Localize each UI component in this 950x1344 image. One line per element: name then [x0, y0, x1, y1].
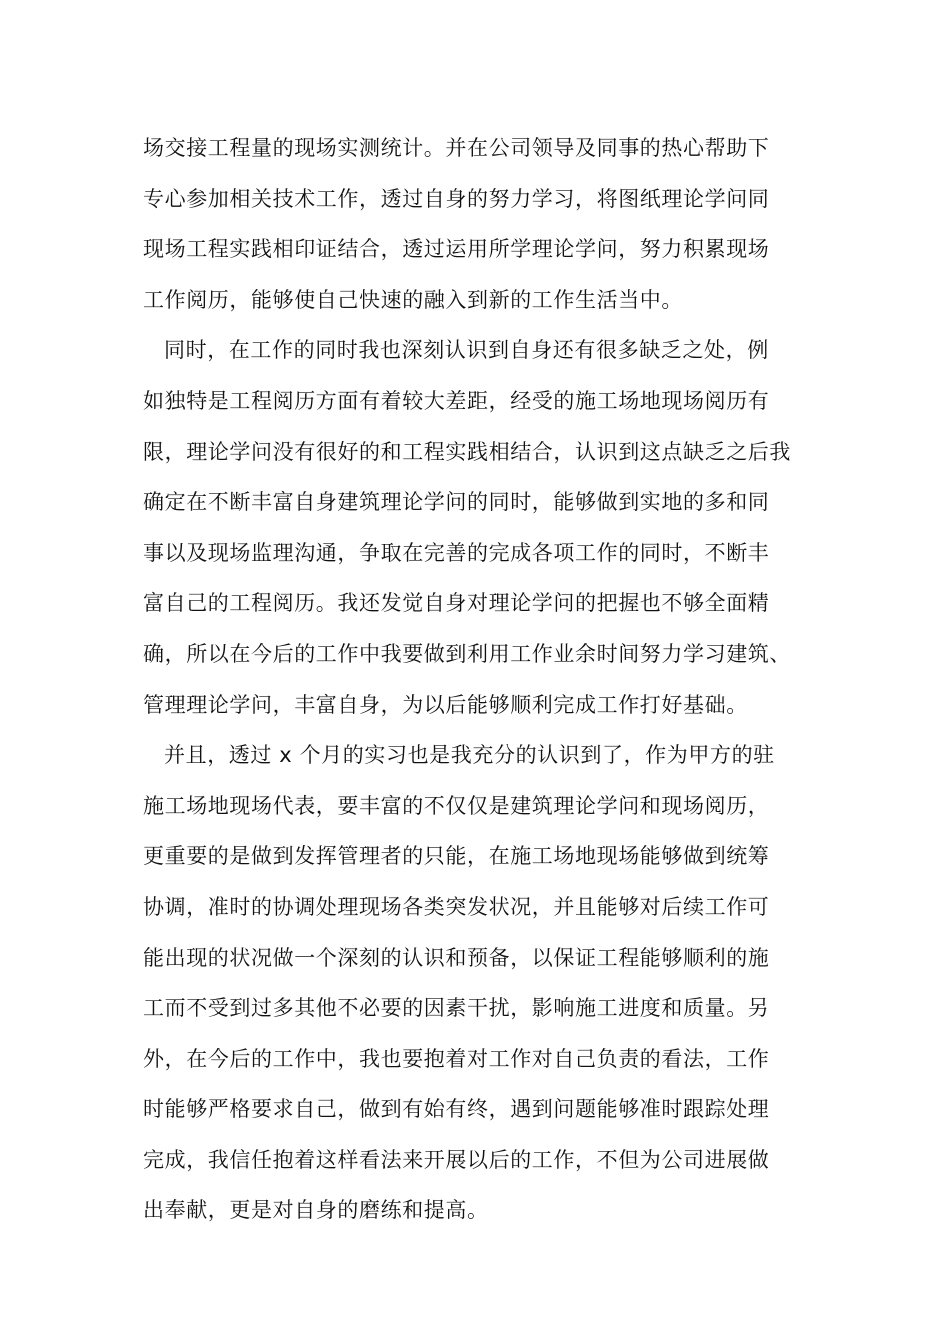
text-line: 事以及现场监理沟通，争取在完善的完成各项工作的同时，不断丰: [143, 540, 770, 565]
text-line: 现场工程实践相印证结合，透过运用所学理论学问，努力积累现场: [143, 237, 770, 262]
text-line: 如独特是工程阅历方面有着较大差距，经受的施工场地现场阅历有: [143, 388, 770, 413]
text-line: 出奉献，更是对自身的磨练和提高。: [143, 1198, 489, 1223]
body-text: [143, 123, 843, 1236]
text-line: 同时，在工作的同时我也深刻认识到自身还有很多缺乏之处，例: [164, 338, 769, 363]
text-line: 能出现的状况做一个深刻的认识和预备，以保证工程能够顺利的施: [143, 945, 770, 970]
text-line: 专心参加相关技术工作，透过自身的努力学习，将图纸理论学问同: [143, 186, 770, 211]
text-line: 完成，我信任抱着这样看法来开展以后的工作，不但为公司进展做: [143, 1147, 770, 1172]
text-line: 外，在今后的工作中，我也要抱着对工作对自己负责的看法，工作: [143, 1046, 770, 1071]
text-line: 工而不受到过多其他不必要的因素干扰，影响施工进度和质量。另: [143, 996, 770, 1021]
text-line: 确，所以在今后的工作中我要做到利用工作业余时间努力学习建筑、: [143, 641, 791, 666]
text-line: 并且，透过 x 个月的实习也是我充分的认识到了，作为甲方的驻: [164, 743, 775, 768]
text-line: 场交接工程量的现场实测统计。并在公司领导及同事的热心帮助下: [143, 136, 770, 160]
text-line: 富自己的工程阅历。我还发觉自身对理论学问的把握也不够全面精: [143, 591, 770, 616]
text-line: 施工场地现场代表，要丰富的不仅仅是建筑理论学问和现场阅历，: [143, 793, 770, 818]
text-line: 工作阅历，能够使自己快速的融入到新的工作生活当中。: [143, 287, 683, 312]
text-line: 管理理论学问，丰富自身，为以后能够顺利完成工作打好基础。: [143, 692, 748, 717]
text-line: 协调，准时的协调处理现场各类突发状况，并且能够对后续工作可: [143, 894, 770, 919]
text-line: 限，理论学问没有很好的和工程实践相结合，认识到这点缺乏之后我: [143, 439, 791, 464]
text-line: 时能够严格要求自己，做到有始有终，遇到问题能够准时跟踪处理: [143, 1097, 770, 1122]
text-line: 确定在不断丰富自身建筑理论学问的同时，能够做到实地的多和同: [143, 490, 770, 515]
text-line: 更重要的是做到发挥管理者的只能，在施工场地现场能够做到统筹: [143, 844, 770, 869]
